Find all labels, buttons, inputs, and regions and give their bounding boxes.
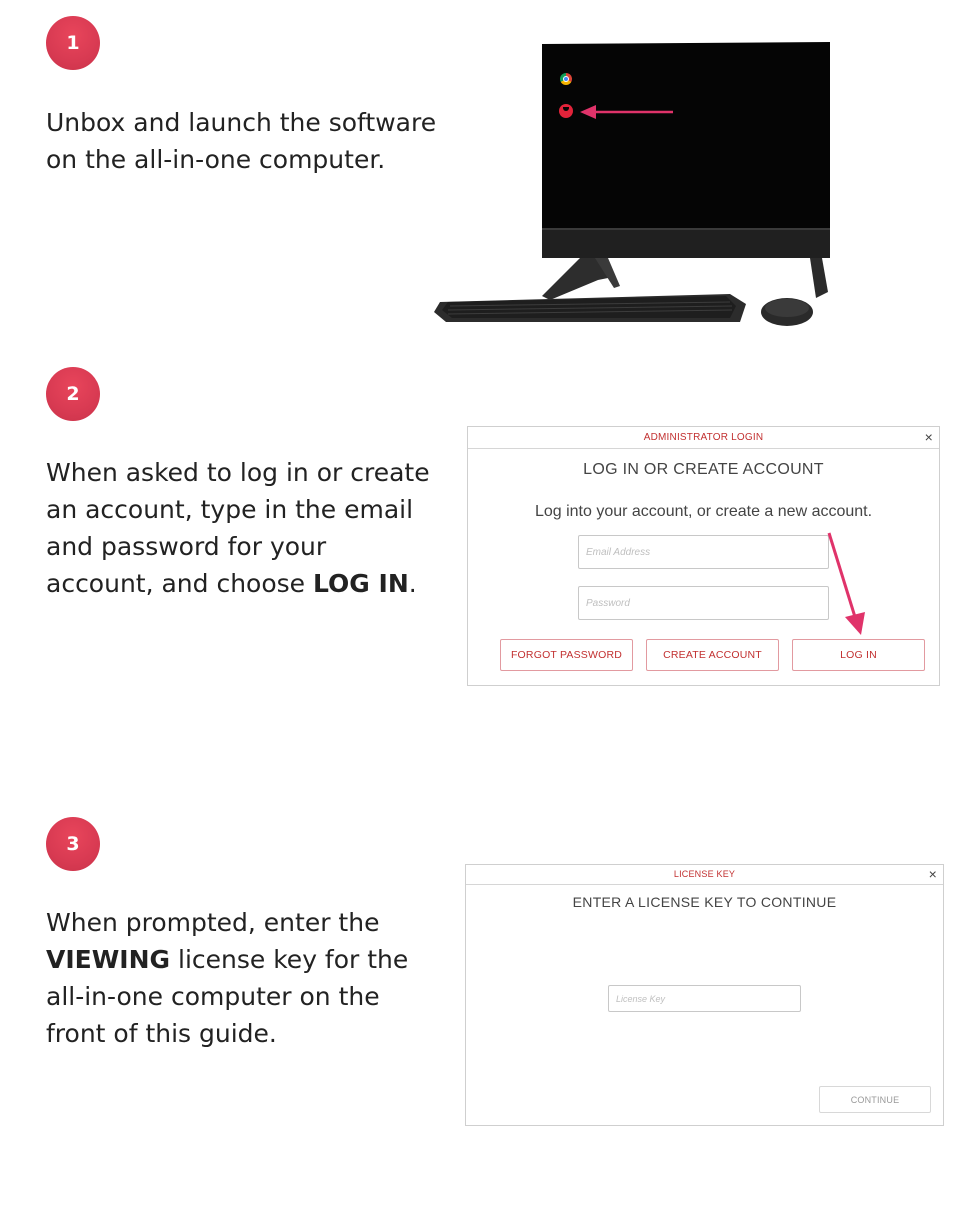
chrome-icon[interactable] [560, 73, 572, 85]
password-field[interactable] [578, 586, 829, 620]
continue-label: CONTINUE [850, 1094, 900, 1105]
license-key-field[interactable] [608, 985, 801, 1012]
step-3-line-3: all-in-one computer on the [46, 982, 380, 1011]
step-2-line-4-bold: LOG IN [313, 569, 409, 598]
step-2-line-4-suffix: . [408, 569, 417, 598]
dialog-subtitle: Log into your account, or create a new account. [534, 503, 873, 520]
email-field[interactable] [578, 535, 829, 569]
step-1-text [46, 104, 436, 178]
step-2-line-4 [46, 565, 430, 602]
arrow-icon [823, 531, 873, 637]
dialog-header-title: LICENSE KEY [673, 869, 736, 879]
password-placeholder: Password [586, 597, 630, 609]
log-in-button[interactable] [792, 639, 925, 671]
dialog-header-title: ADMINISTRATOR LOGIN [643, 432, 764, 443]
administrator-login-dialog [467, 426, 940, 686]
step-2-line-4-prefix: account, and choose [46, 569, 314, 598]
step-2-line-1: When asked to log in or create [46, 458, 430, 487]
license-key-dialog [465, 864, 944, 1126]
step-number: 1 [66, 32, 80, 54]
create-account-button[interactable] [646, 639, 779, 671]
dialog-header [466, 865, 943, 885]
email-placeholder: Email Address [586, 546, 651, 558]
dialog-title: ENTER A LICENSE KEY TO CONTINUE [572, 894, 837, 910]
step-number: 3 [66, 833, 80, 855]
step-3-badge [46, 817, 100, 871]
step-number: 2 [66, 383, 80, 405]
license-key-placeholder: License Key [616, 993, 666, 1004]
arrow-icon [580, 104, 676, 120]
create-account-label: CREATE ACCOUNT [663, 649, 762, 661]
step-3-line-4: front of this guide. [46, 1019, 277, 1048]
step-3-line-2-suffix: license key for the [170, 945, 409, 974]
step-3-line-2 [46, 941, 408, 978]
forgot-password-label: FORGOT PASSWORD [510, 649, 623, 661]
step-2-text [46, 454, 430, 602]
continue-button[interactable] [819, 1086, 931, 1113]
app-icon[interactable] [559, 104, 573, 118]
step-3-line-2-bold: VIEWING [46, 945, 171, 974]
step-1-badge [46, 16, 100, 70]
computer-illustration [430, 40, 840, 340]
step-3-text [46, 904, 408, 1052]
step-2-badge [46, 367, 100, 421]
log-in-label: LOG IN [840, 649, 877, 661]
dialog-title: LOG IN OR CREATE ACCOUNT [583, 461, 824, 478]
step-1-line-2: on the all-in-one computer. [46, 145, 386, 174]
dialog-header [468, 427, 939, 449]
step-3-line-1: When prompted, enter the [46, 908, 380, 937]
step-2-line-2: an account, type in the email [46, 495, 414, 524]
close-icon[interactable]: × [924, 429, 933, 445]
step-1-line-1: Unbox and launch the software [46, 108, 437, 137]
forgot-password-button[interactable] [500, 639, 633, 671]
close-icon[interactable]: × [928, 866, 937, 882]
step-2-line-3: and password for your [46, 532, 327, 561]
all-in-one-computer-image [430, 40, 840, 340]
